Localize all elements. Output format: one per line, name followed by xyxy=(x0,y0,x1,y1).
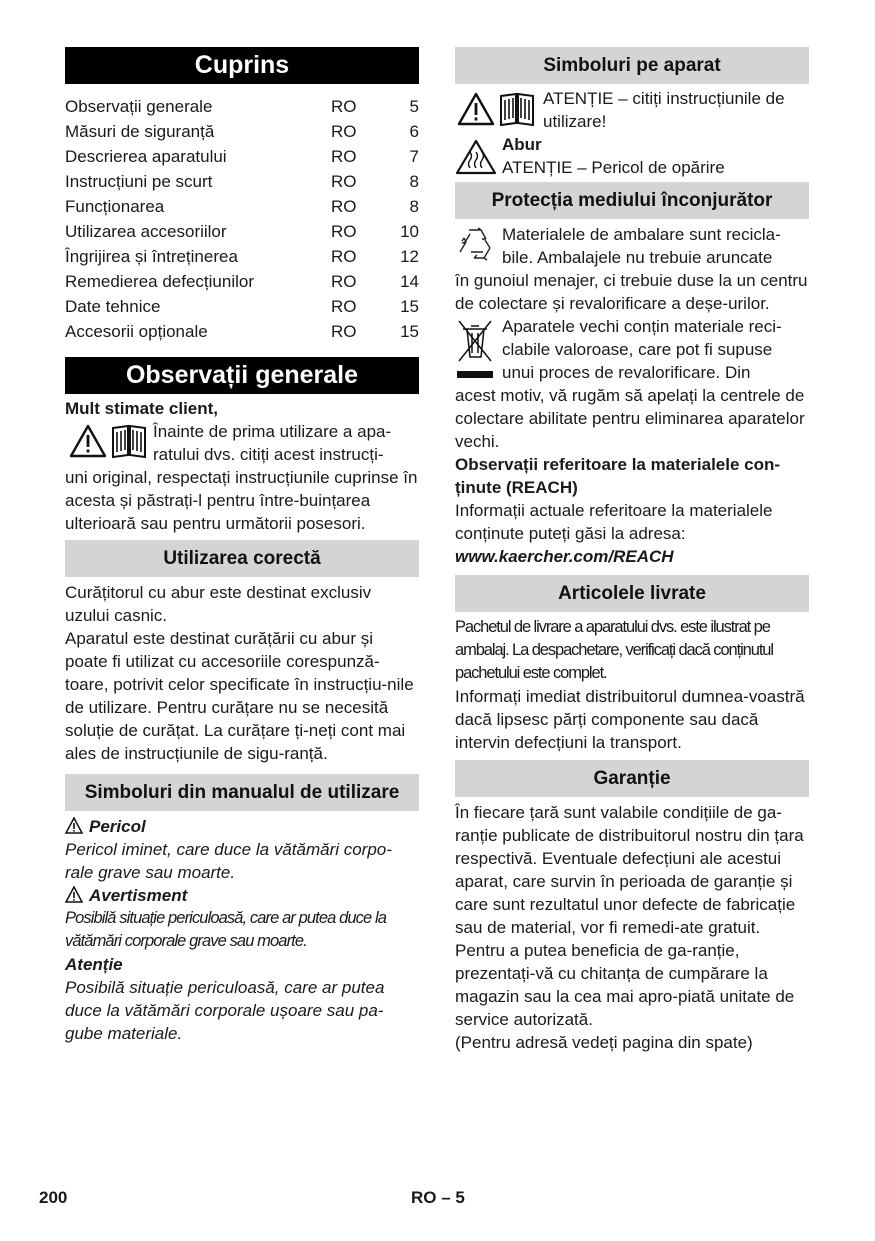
toc-page: 7 xyxy=(409,147,419,166)
toc-row[interactable] xyxy=(65,244,419,269)
warning-triangle-icon xyxy=(69,424,107,458)
weee-line-2: clabile valoroase, care pot fi supuse xyxy=(502,340,773,359)
right-column xyxy=(455,47,809,1054)
toc-row[interactable] xyxy=(65,144,419,169)
greeting: Mult stimate client, xyxy=(65,399,219,418)
toc-language: RO xyxy=(331,122,357,141)
toc-row[interactable] xyxy=(65,269,419,294)
toc-page: 5 xyxy=(409,97,419,116)
weee-text: acest motiv, vă rugăm să apelați la centrele de colectare abilitate pentru eliminarea aparatelor vechi. xyxy=(455,386,805,451)
caution-title: Atenție xyxy=(65,955,123,974)
steam-block xyxy=(455,133,809,179)
toc-row[interactable] xyxy=(65,219,419,244)
intro-icon-block xyxy=(65,420,419,466)
toc-row[interactable] xyxy=(65,169,419,194)
toc-language: RO xyxy=(331,172,357,191)
correct-use-text: Curățitorul cu abur este destinat exclusiv uzului casnic. Aparatul este destinat curățării cu abur și poate fi utilizat cu accesoriile corespunză-toare, potrivit celor specificate în instrucțiu-nile de utilizare. Pentru curățare nu se necesită soluție de curățat. La curățare ți-neți cont mai ales de instrucțiunile de sigu-ranță. xyxy=(65,583,414,763)
toc-label: Observații generale xyxy=(65,97,213,116)
toc-label: Date tehnice xyxy=(65,297,161,316)
toc-language: RO xyxy=(331,272,357,291)
toc-label: Descrierea aparatului xyxy=(65,147,227,166)
delivery-text-condensed: Pachetul de livrare a aparatului dvs. este ilustrat pe ambalaj. La despachetare, verificați dacă conținutul pachetului este complet. xyxy=(455,618,773,682)
toc-page: 15 xyxy=(400,322,419,341)
toc-language: RO xyxy=(331,297,357,316)
toc-page: 12 xyxy=(400,247,419,266)
toc-page: 8 xyxy=(409,197,419,216)
manual-book-icon xyxy=(111,424,147,458)
manual-book-icon xyxy=(499,92,535,126)
attention-text: ATENȚIE – citiți instrucțiunile de utilizare! xyxy=(543,89,785,131)
warning-triangle-icon xyxy=(457,92,495,126)
toc-language: RO xyxy=(331,247,357,266)
toc-row[interactable] xyxy=(65,119,419,144)
attention-icons xyxy=(457,92,541,126)
warranty-text: În fiecare țară sunt valabile condițiile de ga-ranție publicate de distribuitorul nostru din țara respectivă. Eventuale defecțiuni ale acestui aparat, care survin în perioada de garanție și care sunt rezultatul unor defecte de fabricație sau de material, vor fi remedi-ate gratuit. Pentru a putea beneficia de ga-ranție, prezentați-vă cu chitanța de cumpărare la magazin sau la cea mai apro-piată unitate de service autorizată. (Pentru adresă vedeți pagina din spate) xyxy=(455,803,804,1052)
reach-text: Informații actuale referitoare la materialele conținute puteți găsi la adresa: xyxy=(455,501,773,543)
recycle-line-2: bile. Ambalajele nu trebuie aruncate xyxy=(502,248,773,267)
toc-page: 14 xyxy=(400,272,419,291)
device-symbols-heading: Simboluri pe aparat xyxy=(455,47,809,84)
toc-row[interactable] xyxy=(65,94,419,119)
warning-text: Posibilă situație periculoasă, care ar putea duce la vătămări corporale grave sau moarte. xyxy=(65,909,387,950)
footer-section-label: RO – 5 xyxy=(411,1188,465,1207)
toc-label: Îngrijirea și întreținerea xyxy=(65,247,238,266)
recycle-block xyxy=(455,223,809,269)
steam-hazard-icon xyxy=(455,139,497,175)
delivery-heading: Articolele livrate xyxy=(455,575,809,612)
toc-label: Instrucțiuni pe scurt xyxy=(65,172,213,191)
toc-page: 10 xyxy=(400,222,419,241)
toc-language: RO xyxy=(331,197,357,216)
intro-line-1: Înainte de prima utilizare a apa- xyxy=(153,422,392,441)
toc-row[interactable] xyxy=(65,194,419,219)
toc-label: Funcționarea xyxy=(65,197,165,216)
warning-title xyxy=(65,884,419,907)
weee-line-1: Aparatele vechi conțin materiale reci- xyxy=(502,317,782,336)
warning-triangle-icon xyxy=(65,817,83,834)
toc-label: Utilizarea accesoriilor xyxy=(65,222,227,241)
toc-language: RO xyxy=(331,222,357,241)
danger-title-text: Pericol xyxy=(89,817,146,836)
reach-url[interactable]: www.kaercher.com/REACH xyxy=(455,547,674,566)
toc-heading: Cuprins xyxy=(65,47,419,84)
warranty-heading: Garanție xyxy=(455,760,809,797)
page-number: 200 xyxy=(39,1188,68,1207)
delivery-text: Informați imediat distribuitorul dumnea-voastră dacă lipsesc părți componente sau dacă intervin defecțiuni la transport. xyxy=(455,687,805,752)
toc-row[interactable] xyxy=(65,319,419,344)
toc-page: 15 xyxy=(400,297,419,316)
danger-title xyxy=(65,815,419,838)
left-column xyxy=(65,47,419,1045)
recycle-text: în gunoiul menajer, ci trebuie duse la un centru de colectare și revalorificare a deșe-urilor. xyxy=(455,271,808,313)
general-heading: Observații generale xyxy=(65,357,419,394)
recycling-icon xyxy=(456,226,494,264)
correct-use-heading: Utilizarea corectă xyxy=(65,540,419,577)
intro-line-2: ratului dvs. citiți acest instrucți- xyxy=(153,445,384,464)
table-of-contents xyxy=(65,94,419,344)
intro-icons xyxy=(69,424,149,458)
weee-line-3: unui proces de revalorificare. Din xyxy=(502,363,751,382)
manual-symbols-heading: Simboluri din manualul de utilizare xyxy=(65,774,419,811)
steam-title: Abur xyxy=(502,135,542,154)
toc-page: 6 xyxy=(409,122,419,141)
reach-title: Observații referitoare la materialele con-ținute (REACH) xyxy=(455,455,781,497)
toc-label: Accesorii opționale xyxy=(65,322,208,341)
intro-text: uni original, respectați instrucțiunile cuprinse în acesta și păstrați-l pentru între-buințarea ulterioară sau pentru următorii posesori. xyxy=(65,468,418,533)
warning-triangle-icon xyxy=(65,886,83,903)
toc-language: RO xyxy=(331,147,357,166)
environment-heading: Protecția mediului înconjurător xyxy=(455,182,809,219)
weee-block xyxy=(455,315,809,384)
toc-row[interactable] xyxy=(65,294,419,319)
recycle-line-1: Materialele de ambalare sunt recicla- xyxy=(502,225,781,244)
warning-title-text: Avertisment xyxy=(89,886,188,905)
caution-text: Posibilă situație periculoasă, care ar putea duce la vătămări corporale ușoare sau pa-gube materiale. xyxy=(65,978,385,1043)
toc-label: Măsuri de siguranță xyxy=(65,122,215,141)
toc-language: RO xyxy=(331,97,357,116)
toc-language: RO xyxy=(331,322,357,341)
toc-page: 8 xyxy=(409,172,419,191)
danger-text: Pericol iminet, care duce la vătămări corpo-rale grave sau moarte. xyxy=(65,840,392,882)
page-footer xyxy=(0,1188,875,1212)
attention-block xyxy=(455,87,809,133)
crossed-bin-icon xyxy=(455,317,495,381)
steam-text: ATENȚIE – Pericol de opărire xyxy=(502,158,725,177)
toc-label: Remedierea defecțiunilor xyxy=(65,272,254,291)
